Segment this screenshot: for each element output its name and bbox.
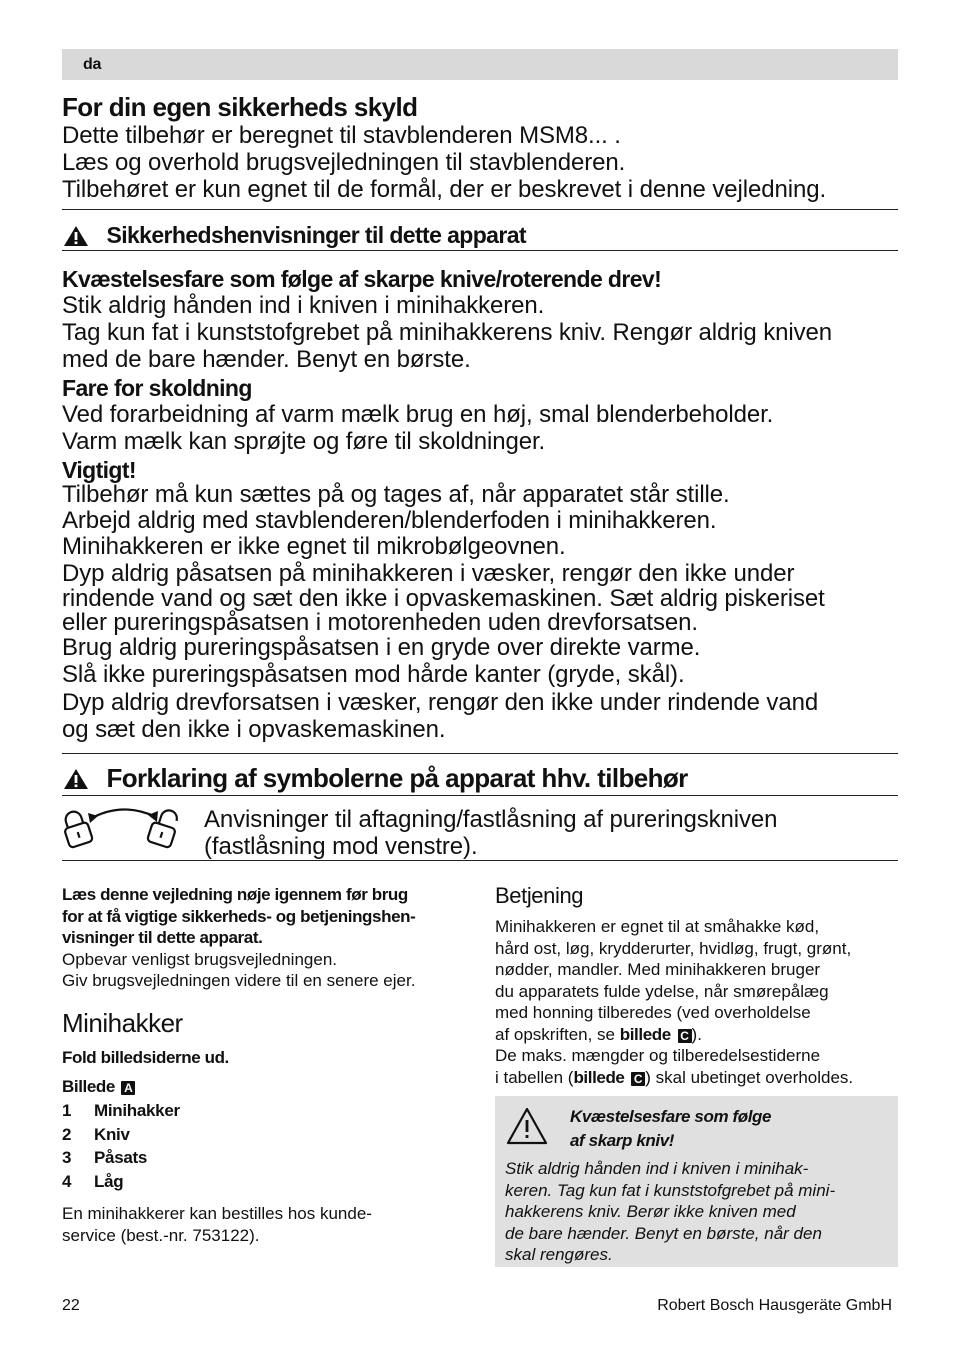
important-line: Tilbehør må kun sættes på og tages af, når apparatet står stille. <box>62 481 730 508</box>
list-item <box>62 1125 180 1149</box>
warning-triangle-icon <box>62 767 90 791</box>
divider <box>62 209 898 210</box>
order-text <box>62 1203 482 1246</box>
warning-box <box>495 1096 898 1267</box>
important-line: Arbejd aldrig med stavblenderen/blenderfoden i minihakkeren. <box>62 507 717 535</box>
symbols-heading: Forklaring af symbolerne på apparat hhv. tilbehør <box>106 763 688 793</box>
part-number: 2 <box>62 1124 72 1144</box>
parts-list <box>62 1101 180 1195</box>
part-number: 1 <box>62 1101 72 1120</box>
safety-line: Læs og overhold brugsvejledningen til stavblenderen. <box>62 149 626 176</box>
lock-unlock-icon <box>60 803 182 853</box>
danger-text <box>62 292 912 373</box>
safety-heading: For din egen sikkerheds skyld <box>62 92 418 122</box>
intro-line: Giv brugsvejledningen videre til en senere ejer. <box>62 971 416 990</box>
danger-line: med de bare hænder. Benyt en børste. <box>62 346 471 373</box>
figure-ref-label: billede <box>619 1024 671 1044</box>
warning-triangle-icon <box>62 224 90 248</box>
betjening-text-part: ). <box>691 1024 702 1044</box>
warnbox-title-line: Kvæstelsesfare som følge <box>570 1107 772 1126</box>
figure-badge: C <box>678 1029 692 1043</box>
important-line: rindende vand og sæt den ikke i opvaskemaskinen. Sæt aldrig piskeriset <box>62 584 825 612</box>
part-label: Kniv <box>94 1124 130 1144</box>
figure-label: Billede <box>62 1077 115 1096</box>
order-line: En minihakkerer kan bestilles hos kunde- <box>62 1204 372 1223</box>
important-line: Minihakkeren er ikke egnet til mikrobølgeovnen. <box>62 533 566 561</box>
intro-bold-line: visninger til dette apparat. <box>62 928 263 947</box>
betjening-text-part: i tabellen ( <box>495 1067 574 1087</box>
language-bar <box>62 49 898 80</box>
intro-bold-line: Læs denne vejledning nøje igennem før brug <box>62 885 408 904</box>
danger-line: Stik aldrig hånden ind i kniven i minihakkeren. <box>62 292 545 319</box>
betjening-line <box>495 1024 905 1046</box>
important-line: eller pureringspåsatsen i motorenheden uden drevforsatsen. <box>62 608 698 636</box>
fold-instruction: Fold billedsiderne ud. <box>62 1048 229 1067</box>
scald-line: Ved forarbeidning af varm mælk brug en høj, smal blenderbeholder. <box>62 401 774 428</box>
danger-title: Kvæstelsesfare som følge af skarpe knive/roterende drev! <box>62 266 662 292</box>
warnbox-text <box>505 1158 895 1266</box>
betjening-line: Minihakkeren er egnet til at småhakke kød, <box>495 917 820 936</box>
hints-heading-row <box>62 222 526 250</box>
footer-company: Robert Bosch Hausgeräte GmbH <box>657 1297 892 1314</box>
betjening-line: du apparatets fulde ydelse, når smørepålæg <box>495 981 829 1001</box>
part-label: Påsats <box>94 1148 148 1167</box>
intro-bold-line: for at få vigtige sikkerheds- og betjeningshen- <box>62 906 416 926</box>
symbols-line: (fastlåsning mod venstre). <box>204 833 478 860</box>
language-label: da <box>83 56 102 73</box>
list-item <box>62 1148 180 1172</box>
important-line: Dyp aldrig drevforsatsen i væsker, rengør den ikke under rindende vand <box>62 689 819 717</box>
warnbox-line: Stik aldrig hånden ind i kniven i minihak- <box>505 1159 809 1178</box>
important-line: Slå ikke pureringspåsatsen mod hårde kanter (gryde, skål). <box>62 661 685 689</box>
list-item <box>62 1172 180 1196</box>
divider <box>62 753 898 754</box>
figure-ref <box>62 1077 135 1097</box>
hints-heading: Sikkerhedshenvisninger til dette apparat <box>106 222 526 248</box>
figure-badge: A <box>121 1081 135 1095</box>
warnbox-title-line: af skarp kniv! <box>570 1131 675 1150</box>
warning-outline-icon <box>505 1106 549 1146</box>
warnbox-line: keren. Tag kun fat i kunststofgrebet på mini- <box>505 1180 836 1200</box>
warnbox-line: hakkerens kniv. Berør ikke kniven med <box>505 1202 796 1221</box>
symbols-line: Anvisninger til aftagning/fastlåsning af pureringskniven <box>204 806 778 833</box>
betjening-text <box>495 916 905 1088</box>
safety-line: Tilbehøret er kun egnet til de formål, der er beskrevet i denne vejledning. <box>62 176 827 203</box>
betjening-text-part: af opskriften, se <box>495 1024 620 1044</box>
scald-line: Varm mælk kan sprøjte og føre til skoldninger. <box>62 428 546 455</box>
intro <box>62 884 482 992</box>
symbols-text <box>204 806 894 860</box>
betjening-line: med honning tilberedes (ved overholdelse <box>495 1003 811 1022</box>
part-label: Minihakker <box>94 1101 180 1120</box>
safety-line: Dette tilbehør er beregnet til stavblenderen MSM8... . <box>62 122 621 149</box>
warnbox-line: de bare hænder. Benyt en børste, når den <box>505 1223 822 1243</box>
page-number: 22 <box>62 1297 80 1314</box>
important-line: Dyp aldrig påsatsen på minihakkeren i væsker, rengør den ikke under <box>62 559 795 587</box>
order-line: service (best.-nr. 753122). <box>62 1225 260 1245</box>
intro-line: Opbevar venligst brugsvejledningen. <box>62 949 338 969</box>
betjening-line: hård ost, løg, krydderurter, hvidløg, frugt, grønt, <box>495 938 852 958</box>
minihakker-heading: Minihakker <box>62 1008 183 1038</box>
danger-line: Tag kun fat i kunststofgrebet på minihakkerens kniv. Rengør aldrig kniven <box>62 319 832 346</box>
betjening-line <box>495 1067 905 1089</box>
part-number: 4 <box>62 1171 72 1191</box>
important-title: Vigtigt! <box>62 457 136 483</box>
figure-ref-label: billede <box>573 1067 625 1087</box>
scald-title: Fare for skoldning <box>62 375 252 401</box>
divider <box>62 795 898 796</box>
betjening-text-part: ) skal ubetinget overholdes. <box>645 1067 854 1087</box>
betjening-heading: Betjening <box>495 883 584 908</box>
list-item <box>62 1101 180 1125</box>
part-number: 3 <box>62 1148 72 1167</box>
important-text <box>62 482 912 743</box>
important-line: Brug aldrig pureringspåsatsen i en gryde over direkte varme. <box>62 633 701 661</box>
divider <box>62 860 898 861</box>
safety-text <box>62 122 912 203</box>
important-line: og sæt den ikke i opvaskemaskinen. <box>62 716 446 744</box>
betjening-line: De maks. mængder og tilberedelsestiderne <box>495 1046 821 1065</box>
figure-badge: C <box>631 1072 645 1086</box>
divider <box>62 250 898 251</box>
scald-text <box>62 401 912 455</box>
warnbox-line: skal rengøres. <box>505 1245 613 1264</box>
symbols-heading-row <box>62 763 688 793</box>
part-label: Låg <box>94 1171 124 1191</box>
warnbox-title <box>570 1105 771 1153</box>
betjening-line: nødder, mandler. Med minihakkeren bruger <box>495 960 821 979</box>
